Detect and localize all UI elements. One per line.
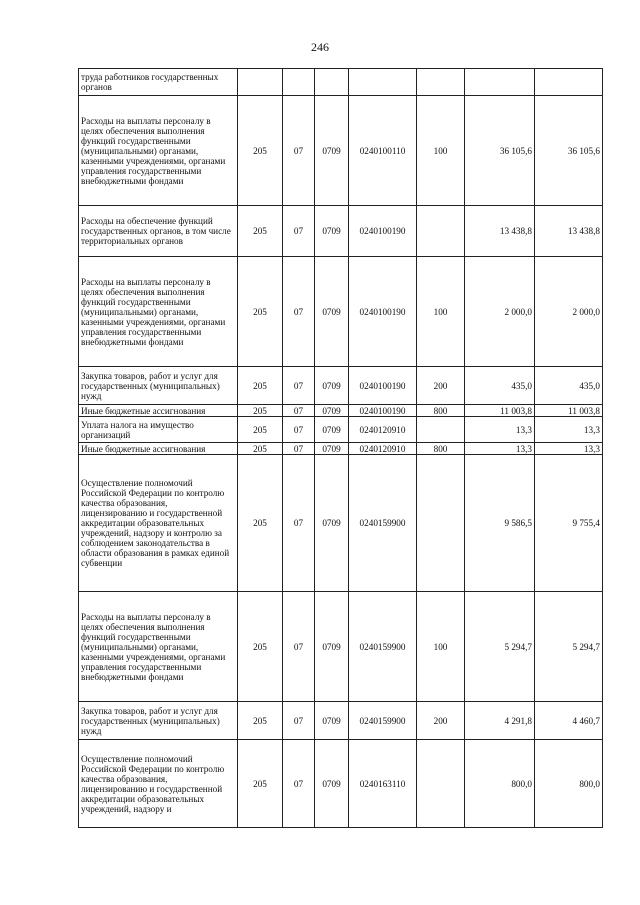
amount-2: 13 438,8 — [535, 206, 603, 257]
code-subsection: 0709 — [315, 592, 349, 702]
code-subsection — [315, 69, 349, 96]
code-section: 07 — [283, 443, 315, 455]
table-row — [79, 592, 603, 702]
code-subsection: 0709 — [315, 740, 349, 828]
row-name: Иные бюджетные ассигнования — [79, 405, 238, 417]
amount-1: 4 291,8 — [465, 702, 535, 740]
code-subsection: 0709 — [315, 96, 349, 206]
table-row — [79, 96, 603, 206]
row-name: Закупка товаров, работ и услуг для государственных (муниципальных) нужд — [79, 702, 238, 740]
amount-1: 36 105,6 — [465, 96, 535, 206]
code-target: 0240120910 — [349, 443, 417, 455]
code-target: 0240100190 — [349, 257, 417, 367]
table-row — [79, 417, 603, 443]
code-subsection: 0709 — [315, 367, 349, 405]
amount-1: 13,3 — [465, 443, 535, 455]
code-expense-type: 800 — [417, 405, 465, 417]
code-expense-type — [417, 455, 465, 592]
amount-2 — [535, 69, 603, 96]
amount-1: 435,0 — [465, 367, 535, 405]
table-row — [79, 405, 603, 417]
code-section: 07 — [283, 417, 315, 443]
table-row — [79, 740, 603, 828]
table-row — [79, 702, 603, 740]
row-name: Расходы на выплаты персоналу в целях обеспечения выполнения функций государственными (муниципальными) органами, казенными учреждениями, органами управления государственными внебюджетными фондами — [79, 592, 238, 702]
amount-2: 11 003,8 — [535, 405, 603, 417]
code-ministry: 205 — [238, 367, 283, 405]
row-name: Закупка товаров, работ и услуг для государственных (муниципальных) нужд — [79, 367, 238, 405]
code-expense-type: 800 — [417, 443, 465, 455]
code-ministry: 205 — [238, 592, 283, 702]
code-section: 07 — [283, 96, 315, 206]
amount-2: 36 105,6 — [535, 96, 603, 206]
row-name: Осуществление полномочий Российской Федерации по контролю качества образования, лицензированию и государственной аккредитации образовательных учреждений, надзору и контролю за соблюдением законодательства в области образования в рамках единой субвенции — [79, 455, 238, 592]
code-section: 07 — [283, 592, 315, 702]
code-target: 0240159900 — [349, 702, 417, 740]
amount-1: 11 003,8 — [465, 405, 535, 417]
code-subsection: 0709 — [315, 405, 349, 417]
code-section: 07 — [283, 405, 315, 417]
code-expense-type: 100 — [417, 592, 465, 702]
code-expense-type: 100 — [417, 257, 465, 367]
code-section: 07 — [283, 257, 315, 367]
code-expense-type — [417, 69, 465, 96]
row-name: Осуществление полномочий Российской Федерации по контролю качества образования, лицензированию и государственной аккредитации образовательных учреждений, надзору и — [79, 740, 238, 828]
code-target: 0240163110 — [349, 740, 417, 828]
table-row — [79, 367, 603, 405]
amount-2: 435,0 — [535, 367, 603, 405]
amount-2: 13,3 — [535, 443, 603, 455]
amount-2: 9 755,4 — [535, 455, 603, 592]
amount-2: 2 000,0 — [535, 257, 603, 367]
code-target: 0240100190 — [349, 405, 417, 417]
code-target: 0240100110 — [349, 96, 417, 206]
code-ministry: 205 — [238, 206, 283, 257]
code-ministry: 205 — [238, 257, 283, 367]
code-subsection: 0709 — [315, 206, 349, 257]
code-expense-type — [417, 740, 465, 828]
code-section: 07 — [283, 740, 315, 828]
row-name: труда работников государственных органов — [79, 69, 238, 96]
code-ministry: 205 — [238, 455, 283, 592]
table-row — [79, 455, 603, 592]
code-target — [349, 69, 417, 96]
amount-2: 13,3 — [535, 417, 603, 443]
code-expense-type — [417, 206, 465, 257]
amount-1 — [465, 69, 535, 96]
code-section: 07 — [283, 367, 315, 405]
code-target: 0240100190 — [349, 367, 417, 405]
code-ministry: 205 — [238, 405, 283, 417]
code-ministry — [238, 69, 283, 96]
row-name: Расходы на обеспечение функций государственных органов, в том числе территориальных органов — [79, 206, 238, 257]
code-ministry: 205 — [238, 96, 283, 206]
code-expense-type: 200 — [417, 367, 465, 405]
budget-table — [78, 68, 603, 828]
code-subsection: 0709 — [315, 443, 349, 455]
code-target: 0240100190 — [349, 206, 417, 257]
amount-1: 5 294,7 — [465, 592, 535, 702]
code-ministry: 205 — [238, 417, 283, 443]
code-ministry: 205 — [238, 443, 283, 455]
code-section: 07 — [283, 702, 315, 740]
code-target: 0240120910 — [349, 417, 417, 443]
page-number: 246 — [311, 40, 329, 54]
table-row — [79, 257, 603, 367]
code-ministry: 205 — [238, 740, 283, 828]
amount-1: 13,3 — [465, 417, 535, 443]
amount-2: 4 460,7 — [535, 702, 603, 740]
code-section — [283, 69, 315, 96]
code-target: 0240159900 — [349, 455, 417, 592]
table-row — [79, 443, 603, 455]
code-subsection: 0709 — [315, 257, 349, 367]
code-target: 0240159900 — [349, 592, 417, 702]
code-ministry: 205 — [238, 702, 283, 740]
code-subsection: 0709 — [315, 455, 349, 592]
amount-1: 13 438,8 — [465, 206, 535, 257]
amount-1: 800,0 — [465, 740, 535, 828]
code-subsection: 0709 — [315, 417, 349, 443]
code-expense-type — [417, 417, 465, 443]
table-row — [79, 206, 603, 257]
code-expense-type: 200 — [417, 702, 465, 740]
row-name: Расходы на выплаты персоналу в целях обеспечения выполнения функций государственными (муниципальными) органами, казенными учреждениями, органами управления государственными внебюджетными фондами — [79, 257, 238, 367]
code-subsection: 0709 — [315, 702, 349, 740]
code-section: 07 — [283, 206, 315, 257]
amount-2: 5 294,7 — [535, 592, 603, 702]
amount-2: 800,0 — [535, 740, 603, 828]
row-name: Иные бюджетные ассигнования — [79, 443, 238, 455]
code-expense-type: 100 — [417, 96, 465, 206]
amount-1: 9 586,5 — [465, 455, 535, 592]
row-name: Уплата налога на имущество организаций — [79, 417, 238, 443]
table-row — [79, 69, 603, 96]
amount-1: 2 000,0 — [465, 257, 535, 367]
row-name: Расходы на выплаты персоналу в целях обеспечения выполнения функций государственными (муниципальными) органами, казенными учреждениями, органами управления государственными внебюджетными фондами — [79, 96, 238, 206]
code-section: 07 — [283, 455, 315, 592]
